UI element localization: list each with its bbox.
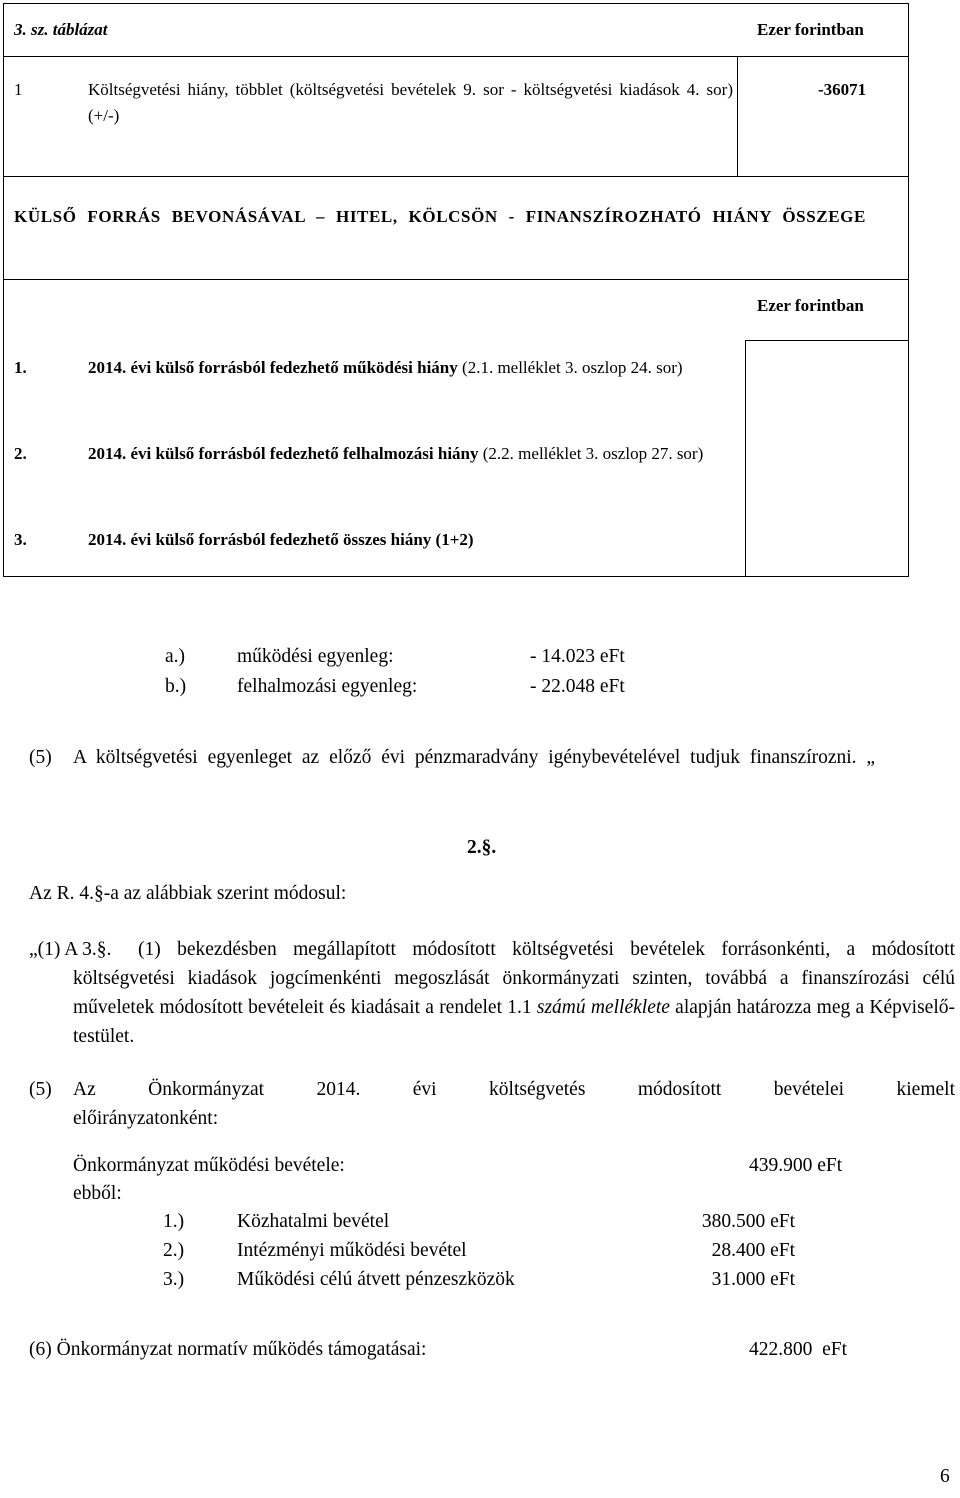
paragraph-text-italic: számú melléklete <box>536 997 670 1018</box>
section-heading: 2.§. <box>467 837 497 858</box>
balance-letter: b.) <box>165 676 187 697</box>
paragraph-text <box>73 935 955 1051</box>
paragraph-number: (5) <box>29 1079 52 1100</box>
balance-value: - 22.048 eFt <box>530 676 625 697</box>
table-4-row-label-main: évi külső forrásból fedezhető felhalmozási hiány <box>130 444 479 463</box>
paragraph-6-label: (6) Önkormányzat normatív működés támogatásai: <box>29 1339 427 1360</box>
table-4-divider <box>745 340 909 341</box>
paragraph-prefix: „(1) A 3.§. <box>29 939 112 960</box>
section-intro: Az R. 4.§-a az alábbiak szerint módosul: <box>29 883 347 904</box>
revenue-value: 439.900 eFt <box>749 1155 843 1176</box>
table-4-row-label <box>88 527 733 553</box>
revenue-item-value: 380.500 eFt <box>701 1211 795 1232</box>
paragraph-number: (5) <box>29 747 52 768</box>
paragraph-text: A költségvetési egyenleget az előző évi pénzmaradvány igénybevételével tudjuk finanszírozni. „ <box>73 747 876 768</box>
table-3 <box>3 3 909 280</box>
paragraph-text-main: (1) bekezdésben megállapított módosított költségvetési bevételek forrásonkénti, a módosított költségvetési kiadások jogcímenkénti megoszlását önkormányzati szinten, továbbá a finanszírozási célú műveletek módosított bevételeit és kiadásait a rendelet 1.1 <box>73 939 955 1018</box>
table-4-row-number: 1. <box>14 358 27 377</box>
table-3-row-value: -36071 <box>818 80 867 99</box>
table-3-column-divider <box>737 56 738 176</box>
revenue-label: Önkormányzat működési bevétele: <box>73 1155 345 1176</box>
revenue-item-number: 1.) <box>163 1211 185 1232</box>
table-4-row-label-ref: (2.1. melléklet 3. oszlop 24. sor) <box>457 358 683 377</box>
revenue-item-value: 28.400 eFt <box>711 1240 795 1261</box>
page-number: 6 <box>940 1466 950 1487</box>
table-4-row-label-main: évi külső forrásból fedezhető működési hiány <box>130 358 458 377</box>
table-4-row-label-ref: (2.2. melléklet 3. oszlop 27. sor) <box>478 444 704 463</box>
revenue-item-value: 31.000 eFt <box>711 1269 795 1290</box>
table-4-row-label-main: évi külső forrásból fedezhető összes hiány (1+2) <box>130 530 474 549</box>
table-4-row-label <box>88 441 733 467</box>
table-4-row-number: 2. <box>14 444 27 463</box>
table-3-row-number: 1 <box>14 80 23 99</box>
balance-letter: a.) <box>165 646 186 667</box>
table-3-divider <box>3 56 909 57</box>
paragraph-text-end: alapján határozza meg a Képviselő-testület. <box>73 997 955 1047</box>
revenue-item-number: 3.) <box>163 1269 185 1290</box>
table-4-row-label <box>88 355 733 381</box>
table-4-row-year: 2014. <box>88 444 127 463</box>
table-3-title: 3. sz. táblázat <box>14 20 108 39</box>
paragraph-text: Az Önkormányzat 2014. évi költségvetés módosított bevételei kiemelt <box>73 1079 955 1100</box>
table-3-unit: Ezer forintban <box>757 20 864 39</box>
balance-label: felhalmozási egyenleg: <box>237 676 418 697</box>
table-4-row-year: 2014. <box>88 358 127 377</box>
revenue-item-number: 2.) <box>163 1240 185 1261</box>
paragraph-text: előirányzatonként: <box>73 1108 219 1129</box>
paragraph-6-value: 422.800 eFt <box>749 1339 848 1360</box>
revenue-item-label: Intézményi működési bevétel <box>237 1240 467 1261</box>
revenue-item-label: Közhatalmi bevétel <box>237 1211 390 1232</box>
revenue-sub-label: ebből: <box>73 1183 122 1204</box>
table-4-column-divider <box>745 340 746 577</box>
revenue-item-label: Működési célú átvett pénzeszközök <box>237 1269 515 1290</box>
table-4-unit: Ezer forintban <box>757 296 864 315</box>
balance-value: - 14.023 eFt <box>530 646 625 667</box>
table-4-heading: KÜLSŐ FORRÁS BEVONÁSÁVAL – HITEL, KÖLCSÖN - FINANSZÍROZHATÓ HIÁNY ÖSSZEGE <box>14 207 866 226</box>
table-4-row-year: 2014. <box>88 530 127 549</box>
table-4-row-number: 3. <box>14 530 27 549</box>
balance-label: működési egyenleg: <box>237 646 394 667</box>
table-3-row-label: Költségvetési hiány, többlet (költségvetési bevételek 9. sor - költségvetési kiadások 4. sor) (+/-) <box>88 80 733 125</box>
table-3-divider <box>3 176 909 177</box>
